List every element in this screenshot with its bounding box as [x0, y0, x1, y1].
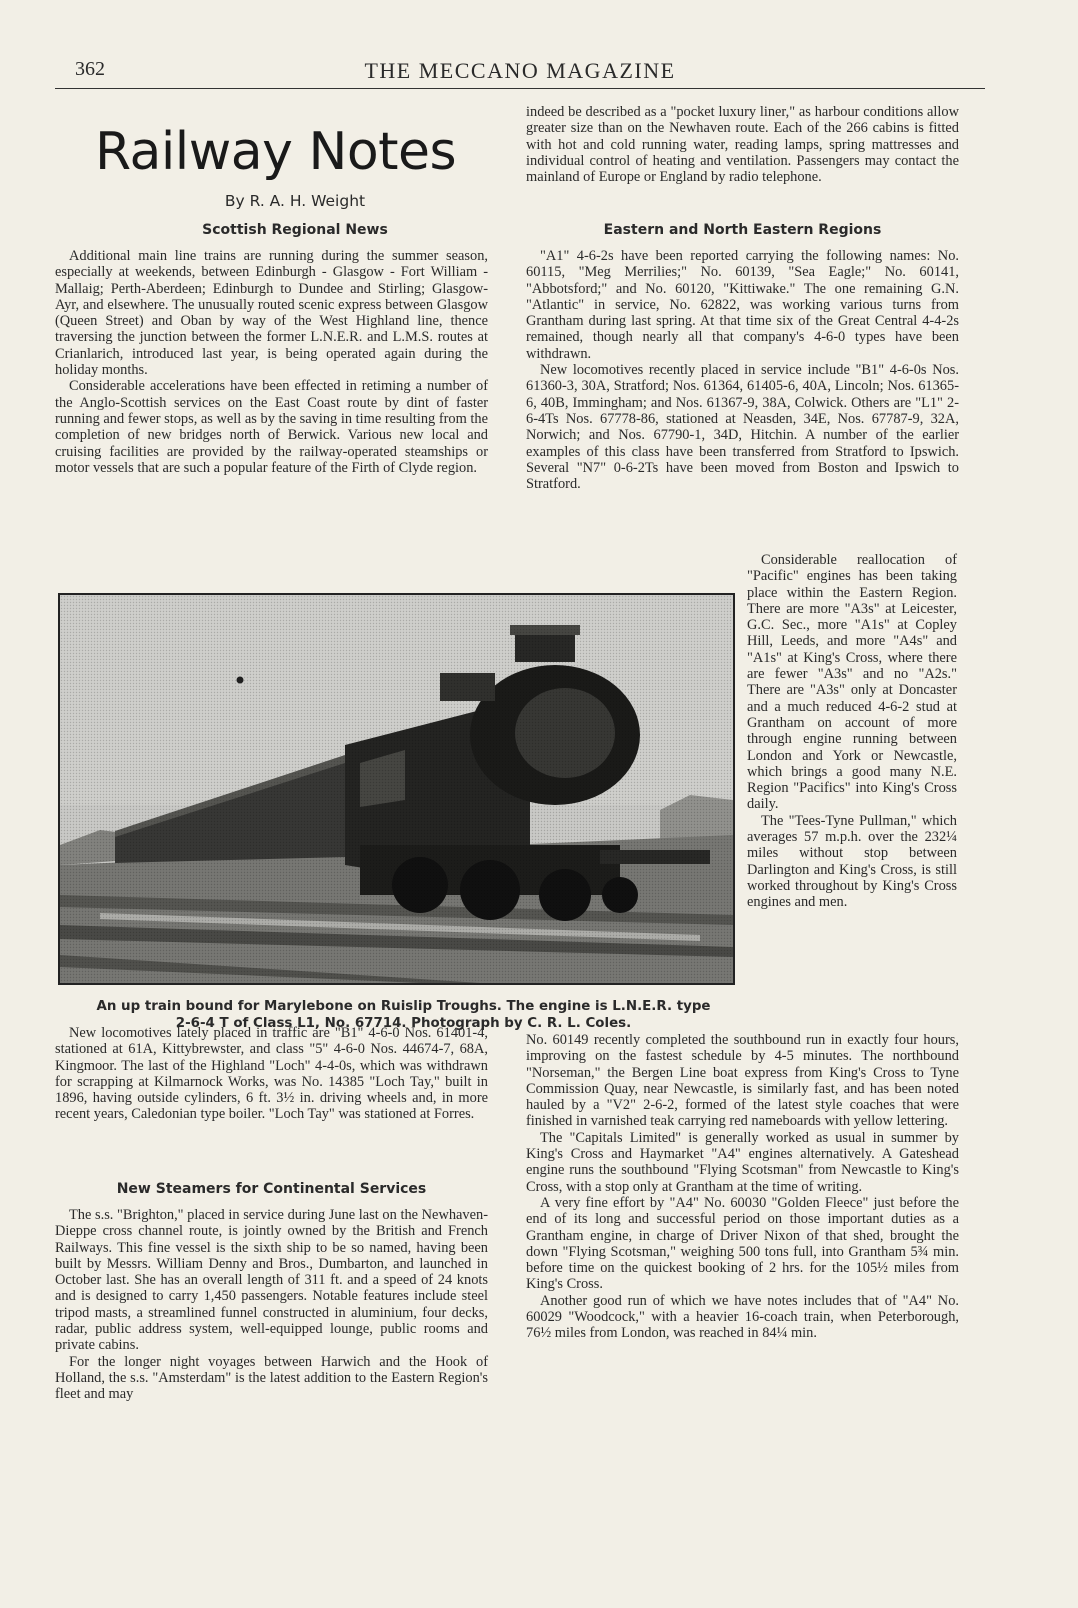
steamers-text [55, 1207, 488, 1403]
eastern-paragraph-4-start: The "Tees-Tyne Pullman," which averages 57 m.p.h. over the 232¼ miles without stop between Darlington and King's Cross, is still worked throughout by King's Cross engines and men. [747, 812, 957, 911]
page-header [55, 56, 985, 89]
scottish-text [55, 248, 488, 476]
eastern-paragraph-4-continued: No. 60149 recently completed the southbound run in exactly four hours, improving on the fastest schedule by 4-5 minutes. The northbound "Norseman," the Bergen Line boat express from King's Cross to Tyne Commission Quay, near Newcastle, is similarly fast, and has been noted hauled by a "V2" 2-6-2, formed of the latest style coaches that were finished in varnished teak carrying red nameboards with yellow lettering. [526, 1032, 959, 1130]
steamers-paragraph-3: indeed be described as a "pocket luxury liner," as harbour conditions allow greater size than on the Newhaven route. Each of the 266 cabins is fitted with hot and cold running water, reading lamps, spring mattresses and individual control of heating and ventilation. Passengers may contact the mainland of Europe or England by radio telephone. [526, 104, 959, 186]
photo-caption-line-2: 2-6-4 T of Class L1, No. 67714. Photograph by C. R. L. Coles. [175, 1016, 632, 1031]
eastern-text-top [526, 248, 959, 492]
scottish-paragraph-1: Additional main line trains are running during the summer season, especially at weekends, between Edinburgh - Glasgow - Fort William - Mallaig; Perth-Aberdeen; Edinburgh to Dundee and Stirling; Glasgow-Ayr, and elsewhere. The unusually routed scenic express between Glasgow (Queen Street) and Oban by way of the West Highland line, thence traversing the junction between the former L.N.E.R. and L.M.S. routes at Crianlarich, introduced last year, is being operated again during the holiday months. [55, 248, 488, 379]
scottish-paragraph-3: New locomotives lately placed in traffic are "B1" 4-6-0 Nos. 61401-4, stationed at 61A, Kittybrewster, and class "5" 4-6-0 Nos. 44674-7, 68A, Kingmoor. The last of the Highland "Loch" 4-4-0s, which was withdrawn for scrapping at Kilmarnock Works, was No. 14385 "Loch Tay," built in 1896, having outside cylinders, 6 ft. 3½ in. driving wheels and, in more recent years, Caledonian type boiler. "Loch Tay" was stationed at Forres. [55, 1025, 488, 1123]
photo-caption-line-1: An up train bound for Marylebone on Ruislip Troughs. The engine is L.N.E.R. type [96, 999, 711, 1014]
article-byline: By R. A. H. Weight [224, 192, 366, 210]
eastern-side-column [747, 552, 957, 911]
eastern-paragraph-7: Another good run of which we have notes includes that of "A4" No. 60029 "Woodcock," with a heavier 16-coach train, when Peterborough, 76½ miles from London, was reached in 84¼ min. [526, 1292, 959, 1342]
heading-eastern: Eastern and North Eastern Regions [603, 222, 882, 238]
eastern-paragraph-6: A very fine effort by "A4" No. 60030 "Golden Fleece" just before the end of its long and successful period on those important duties as a Grantham engine, in charge of Driver Nixon of that shed, brought the down "Flying Scotsman," weighing 500 tons full, into Grantham 5¾ min. before time on the quickest booking of 2 hrs. for the 105½ miles from King's Cross. [526, 1194, 959, 1293]
train-photograph [58, 593, 735, 985]
eastern-text-bottom [526, 1032, 959, 1342]
steamers-paragraph-1: The s.s. "Brighton," placed in service during June last on the Newhaven-Dieppe cross channel route, is jointly owned by the British and French Railways. This fine vessel is the sixth ship to be so named, having been built by Messrs. William Denny and Bros., Dumbarton, and launched in October last. She has an overall length of 311 ft. and a speed of 24 knots and is designed to carry 1,450 passengers. Notable features include steel tripod masts, a streamlined funnel constructed in aluminium, four decks, radar, public address system, well-equipped lounge, public rooms and private cabins. [55, 1207, 488, 1354]
eastern-paragraph-3: Considerable reallocation of "Pacific" engines has been taking place within the Eastern Region. There are more "A3s" at Leicester, G.C. Sec., more "A1s" at Copley Hill, Leeds, and more "A4s" and "A1s" at King's Cross, where there are fewer "A3s" and no "A2s." There are "A3s" only at Doncaster and a much reduced 4-6-2 stud at Grantham on account of more through engine running between London and York or Newcastle, which brings a good many N.E. Region "Pacifics" into King's Cross daily. [747, 552, 957, 813]
scottish-text-continued [55, 1025, 488, 1123]
magazine-title: THE MECCANO MAGAZINE [364, 58, 676, 83]
page-number: 362 [75, 58, 105, 80]
eastern-paragraph-5: The "Capitals Limited" is generally worked as usual in summer by King's Cross and Haymarket "A4" engines alternatively. A Gateshead engine runs the southbound "Flying Scotsman" from Newcastle to King's Cross, with a stop only at Grantham at the time of writing. [526, 1129, 959, 1195]
amsterdam-continued [526, 104, 959, 185]
heading-scottish: Scottish Regional News [202, 222, 388, 238]
eastern-paragraph-2: New locomotives recently placed in service include "B1" 4-6-0s Nos. 61360-3, 30A, Stratford; Nos. 61364, 61405-6, 40A, Lincoln; Nos. 61365-6, 40B, Immingham; and Nos. 61367-9, 38A, Colwick. Others are "L1" 2-6-4Ts Nos. 67778-86, stationed at Neasden, 34E, Nos. 67787-9, 32A, Norwich; and Nos. 67790-1, 34D, Hitchin. A number of the earlier examples of this class have been transferred from Stratford to Ipswich. Several "N7" 0-6-2Ts have been moved from Boston and Ipswich to Stratford. [526, 362, 959, 493]
scottish-paragraph-2: Considerable accelerations have been effected in retiming a number of the Anglo-Scottish services on the East Coast route by dint of faster running and fewer stops, as well as by the saving in time resulting from the completion of new bridges north of Berwick. Various new local and cruising facilities are provided by the railway-operated steamships or motor vessels that are such a popular feature of the Firth of Clyde region. [55, 378, 488, 476]
heading-steamers: New Steamers for Continental Services [116, 1181, 427, 1197]
eastern-paragraph-1: "A1" 4-6-2s have been reported carrying the following names: No. 60115, "Meg Merrilies;" No. 60139, "Sea Eagle;" No. 60141, "Abbotsford;" and No. 60120, "Kittiwake." The one remaining G.N. "Atlantic" in service, No. 62822, was working various turns from Grantham during last spring. At that time six of the Great Central 4-4-2s remained, though nearly all that company's 4-6-0 types have been withdrawn. [526, 248, 959, 362]
article-title: Railway Notes [95, 122, 457, 182]
locomotive-illustration [60, 595, 733, 983]
steamers-paragraph-2: For the longer night voyages between Harwich and the Hook of Holland, the s.s. "Amsterdam" is the latest addition to the Eastern Region's fleet and may [55, 1353, 488, 1403]
